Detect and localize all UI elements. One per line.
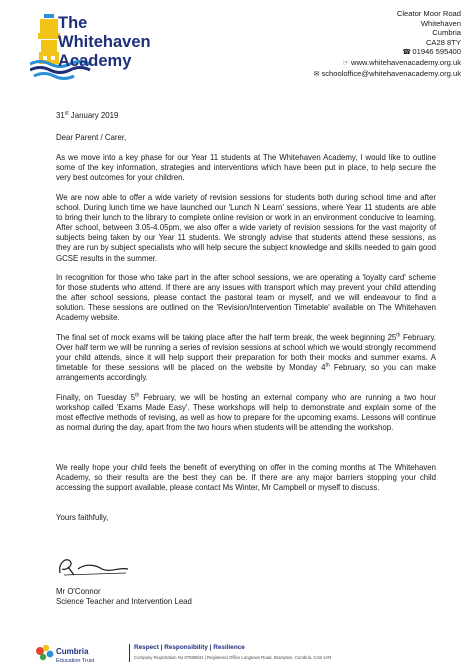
closing-line: Yours faithfully,: [56, 513, 109, 522]
ordinal-suffix: th: [396, 332, 401, 339]
footer-registration: Company Registration No 07599631 | Registered Office Longtown Road, Brampton, Cumbria, CA8 1AR: [134, 655, 332, 660]
date-day: 31: [56, 111, 65, 120]
phone-number: 01946 595400: [412, 47, 461, 57]
text-span: The final set of mock exams will be taking place after the half term break, the week beginning 25: [56, 333, 397, 342]
cumbria-education-trust-logo: [32, 641, 126, 669]
paragraph-revision-sessions: We are now able to offer a wide variety of revision sessions for students both during school time and after school. During lunch time we have launched our 'Lunch N Learn' sessions, where Year 11 students are able to bring their lunch to the library to complete online revision or work in an environment conducive to learning. After school, between 3.05-4.05pm, we also offer a wide variety of revision sessions for the vast majority of subjects being taken by our Year 11 students. We strongly advise that students attend these sessions, as they are run by subject specialists who will help secure the subject knowledge and skills needed to gain good GCSE results in the summer.: [56, 193, 436, 263]
pointer-icon: ☞: [342, 59, 349, 67]
academy-name: [58, 14, 151, 71]
paragraph-workshop: [56, 393, 436, 433]
footer-tagline: Respect | Responsibility | Resilience: [134, 644, 245, 651]
address-line: CA28 8TY: [425, 37, 461, 47]
date-suffix: st: [64, 110, 69, 117]
phone-icon: ☎: [402, 49, 412, 57]
date-month-year: January 2019: [68, 111, 119, 120]
address-line: Whitehaven: [420, 18, 461, 28]
paragraph-closing-hope: We really hope your child feels the benefit of everything on offer in the coming months at The Whitehaven Academy, so their results are the best they can be. If there are any major barriers stopping your child accessing the support available, please contact Ms Winter, Mr Campbell or myself to discuss.: [56, 463, 436, 493]
email-link[interactable]: schooloffice@whitehavenacademy.org.uk: [321, 68, 461, 78]
letter-date: [56, 111, 118, 120]
ordinal-suffix: th: [325, 362, 330, 369]
signature-image: [56, 553, 136, 579]
trust-name-line1: Cumbria: [56, 647, 89, 656]
phone-line: [311, 47, 461, 58]
signature-block: [56, 587, 192, 607]
text-span: Finally, on Tuesday 5: [56, 393, 136, 402]
website-link[interactable]: www.whitehavenacademy.org.uk: [350, 57, 461, 67]
signer-title: Science Teacher and Intervention Lead: [56, 597, 192, 607]
trust-name-line2: Education Trust: [56, 658, 95, 664]
address-line: Cleator Moor Road: [396, 9, 461, 18]
academy-name-line3: Academy: [58, 52, 132, 70]
text-span: February, we will be hosting an external company who are running a two hour workshop called 'Exams Made Easy'. These workshops will help to demonstrate and explain some of the most effective methods of revising, as well as how to prepare for the upcoming exams. Lessons will continue as normal during the day, apart from the two hours when students will be attending the workshop.: [56, 393, 437, 433]
email-line[interactable]: [311, 69, 461, 80]
salutation: Dear Parent / Carer,: [56, 133, 127, 142]
address-line: Cumbria: [432, 28, 461, 38]
paragraph-mock-exams: [56, 333, 436, 383]
text-span: February. Over half term we will be running a series of revision sessions at school which we would strongly recommend your child attends, since it will help support their preparation for both their mocks and summer exams. A timetable for these sessions will be placed on the website by Monday 4: [56, 333, 436, 373]
academy-name-line2: Whitehaven: [58, 33, 151, 51]
academy-name-line1: The: [58, 14, 88, 32]
paragraph-intro: As we move into a key phase for our Year 11 students at The Whitehaven Academy, I would like to outline some of the key information, strategies and interventions which have been put in place, to help secure the very best outcomes for your children.: [56, 153, 436, 183]
paragraph-loyalty-card: In recognition for those who take part in the after school sessions, we are operating a 'loyalty card' scheme for those students who attend. If there are any issues with transport which may prevent your child attending the after school sessions, please contact the pastoral team or myself, and we will endeavour to find a solution. These sessions are outlined on the 'Revision/Intervention Timetable' available on The Whitehaven Academy website.: [56, 273, 436, 323]
envelope-icon: ✉: [313, 70, 320, 78]
ordinal-suffix: th: [135, 392, 140, 399]
signer-name: Mr O'Connor: [56, 587, 101, 596]
footer-divider: [129, 644, 130, 662]
website-line[interactable]: [311, 58, 461, 69]
text-span: February, so you can make arrangements accordingly.: [56, 363, 437, 383]
school-address: [311, 9, 461, 79]
